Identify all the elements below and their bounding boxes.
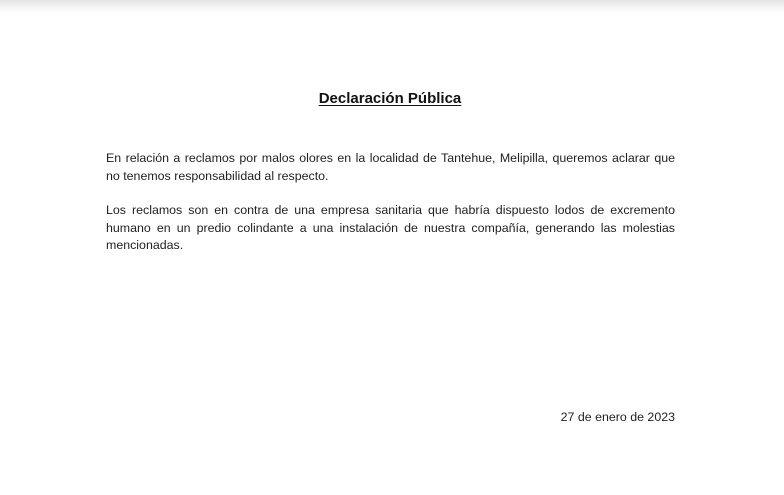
- document-paragraph-2: Los reclamos son en contra de una empresa sanitaria que habría dispuesto lodos de excremento humano en un predio colindante a una instalación de nuestra compañía, generando las molestias mencionadas.: [106, 203, 675, 252]
- viewer-top-shadow: [0, 0, 784, 14]
- document-date: 27 de enero de 2023: [560, 410, 675, 424]
- document-title: Declaración Pública: [318, 90, 462, 107]
- document-paragraph-1: En relación a reclamos por malos olores en la localidad de Tantehue, Melipilla, queremos aclarar que no tenemos responsabilidad al respecto.: [106, 151, 675, 183]
